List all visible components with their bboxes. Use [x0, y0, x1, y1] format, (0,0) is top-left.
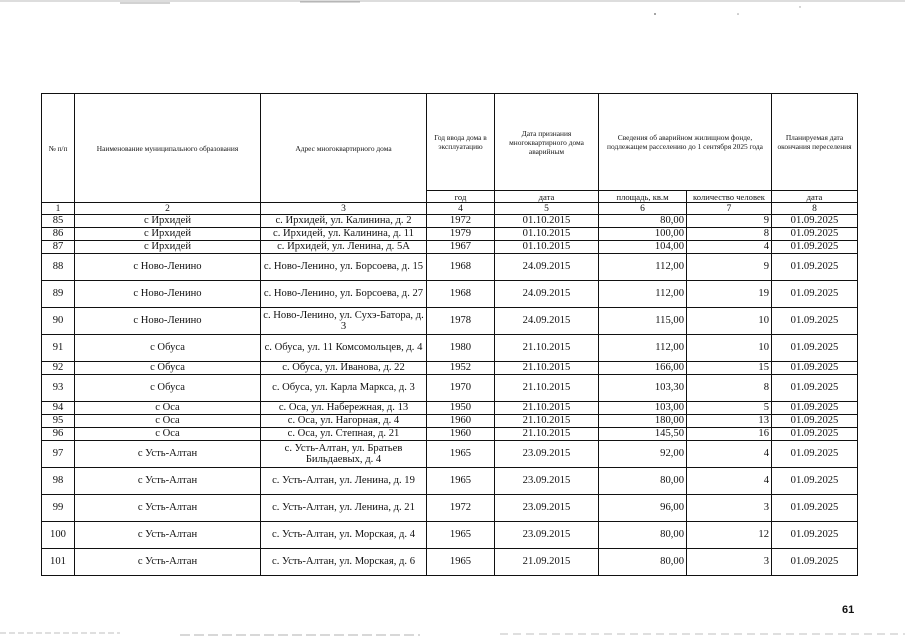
- column-number: 7: [687, 203, 772, 215]
- table-row: [42, 215, 858, 228]
- column-numbers-row: [42, 203, 858, 215]
- year-cell: 1972: [427, 215, 495, 228]
- area-cell: 112,00: [599, 254, 687, 281]
- row-index: 91: [42, 335, 75, 362]
- table-row: [42, 308, 858, 335]
- planned-end-cell: 01.09.2025: [772, 215, 858, 228]
- emergency-date-cell: 23.09.2015: [495, 468, 599, 495]
- area-cell: 115,00: [599, 308, 687, 335]
- area-cell: 104,00: [599, 241, 687, 254]
- unit-year: год: [427, 191, 495, 203]
- row-index: 94: [42, 402, 75, 415]
- page-number: 61: [842, 604, 855, 616]
- address-cell: с. Усть-Алтан, ул. Братьев Бильдаевых, д. 4: [261, 441, 427, 468]
- address-cell: с. Усть-Алтан, ул. Ленина, д. 21: [261, 495, 427, 522]
- address-cell: с. Ирхидей, ул. Калинина, д. 11: [261, 228, 427, 241]
- address-cell: с. Ирхидей, ул. Калинина, д. 2: [261, 215, 427, 228]
- scan-artifact-bottom: [0, 626, 905, 640]
- row-index: 88: [42, 254, 75, 281]
- planned-end-cell: 01.09.2025: [772, 362, 858, 375]
- row-index: 99: [42, 495, 75, 522]
- column-number: 6: [599, 203, 687, 215]
- people-cell: 4: [687, 241, 772, 254]
- table-row: [42, 549, 858, 576]
- area-cell: 112,00: [599, 281, 687, 308]
- row-index: 95: [42, 415, 75, 428]
- year-cell: 1950: [427, 402, 495, 415]
- area-cell: 103,30: [599, 375, 687, 402]
- year-cell: 1980: [427, 335, 495, 362]
- people-cell: 12: [687, 522, 772, 549]
- emergency-date-cell: 23.09.2015: [495, 441, 599, 468]
- people-cell: 4: [687, 468, 772, 495]
- people-cell: 8: [687, 375, 772, 402]
- area-cell: 103,00: [599, 402, 687, 415]
- emergency-date-cell: 21.10.2015: [495, 335, 599, 362]
- municipality-cell: с Оса: [75, 415, 261, 428]
- year-cell: 1965: [427, 441, 495, 468]
- row-index: 101: [42, 549, 75, 576]
- municipality-cell: с Ирхидей: [75, 215, 261, 228]
- municipality-cell: с Усть-Алтан: [75, 522, 261, 549]
- municipality-cell: с Ирхидей: [75, 228, 261, 241]
- people-cell: 19: [687, 281, 772, 308]
- municipality-cell: с Ново-Ленино: [75, 281, 261, 308]
- row-index: 96: [42, 428, 75, 441]
- emergency-date-cell: 23.09.2015: [495, 522, 599, 549]
- header-row: [42, 94, 858, 191]
- address-cell: с. Обуса, ул. 11 Комсомольцев, д. 4: [261, 335, 427, 362]
- table-row: [42, 228, 858, 241]
- address-cell: с. Ново-Ленино, ул. Сухэ-Батора, д. 3: [261, 308, 427, 335]
- table-row: [42, 335, 858, 362]
- address-cell: с. Оса, ул. Степная, д. 21: [261, 428, 427, 441]
- row-index: 89: [42, 281, 75, 308]
- column-number: 3: [261, 203, 427, 215]
- scan-artifact-top: [0, 0, 905, 22]
- year-cell: 1952: [427, 362, 495, 375]
- emergency-date-cell: 01.10.2015: [495, 241, 599, 254]
- area-cell: 80,00: [599, 468, 687, 495]
- year-cell: 1979: [427, 228, 495, 241]
- planned-end-cell: 01.09.2025: [772, 495, 858, 522]
- area-cell: 166,00: [599, 362, 687, 375]
- municipality-cell: с Ирхидей: [75, 241, 261, 254]
- unit-area: площадь, кв.м: [599, 191, 687, 203]
- people-cell: 3: [687, 549, 772, 576]
- header-planned-end: Планируемая дата окончания переселения: [772, 94, 858, 191]
- municipality-cell: с Ново-Ленино: [75, 308, 261, 335]
- area-cell: 92,00: [599, 441, 687, 468]
- row-index: 87: [42, 241, 75, 254]
- header-housing-info: Сведения об аварийном жилищном фонде, подлежащем расселению до 1 сентября 2025 года: [599, 94, 772, 191]
- municipality-cell: с Ново-Ленино: [75, 254, 261, 281]
- people-cell: 10: [687, 335, 772, 362]
- table-row: [42, 281, 858, 308]
- column-number: 4: [427, 203, 495, 215]
- planned-end-cell: 01.09.2025: [772, 441, 858, 468]
- emergency-date-cell: 21.10.2015: [495, 375, 599, 402]
- year-cell: 1968: [427, 254, 495, 281]
- header-address: Адрес многоквартирного дома: [261, 94, 427, 203]
- people-cell: 8: [687, 228, 772, 241]
- people-cell: 16: [687, 428, 772, 441]
- table-row: [42, 241, 858, 254]
- row-index: 92: [42, 362, 75, 375]
- table-row: [42, 441, 858, 468]
- row-index: 90: [42, 308, 75, 335]
- municipality-cell: с Обуса: [75, 335, 261, 362]
- address-cell: с. Усть-Алтан, ул. Ленина, д. 19: [261, 468, 427, 495]
- year-cell: 1967: [427, 241, 495, 254]
- planned-end-cell: 01.09.2025: [772, 375, 858, 402]
- planned-end-cell: 01.09.2025: [772, 468, 858, 495]
- address-cell: с. Усть-Алтан, ул. Морская, д. 4: [261, 522, 427, 549]
- table-row: [42, 468, 858, 495]
- emergency-date-cell: 21.10.2015: [495, 415, 599, 428]
- people-cell: 9: [687, 215, 772, 228]
- year-cell: 1960: [427, 428, 495, 441]
- emergency-date-cell: 21.09.2015: [495, 549, 599, 576]
- municipality-cell: с Усть-Алтан: [75, 468, 261, 495]
- row-index: 98: [42, 468, 75, 495]
- year-cell: 1965: [427, 468, 495, 495]
- planned-end-cell: 01.09.2025: [772, 281, 858, 308]
- planned-end-cell: 01.09.2025: [772, 415, 858, 428]
- year-cell: 1965: [427, 549, 495, 576]
- municipality-cell: с Усть-Алтан: [75, 549, 261, 576]
- people-cell: 13: [687, 415, 772, 428]
- planned-end-cell: 01.09.2025: [772, 335, 858, 362]
- column-number: 2: [75, 203, 261, 215]
- header-municipality: Наименование муниципального образования: [75, 94, 261, 203]
- planned-end-cell: 01.09.2025: [772, 402, 858, 415]
- column-number: 1: [42, 203, 75, 215]
- table-row: [42, 428, 858, 441]
- address-cell: с. Ново-Ленино, ул. Борсоева, д. 15: [261, 254, 427, 281]
- column-number: 8: [772, 203, 858, 215]
- year-cell: 1970: [427, 375, 495, 402]
- table-row: [42, 415, 858, 428]
- people-cell: 4: [687, 441, 772, 468]
- municipality-cell: с Усть-Алтан: [75, 495, 261, 522]
- header-index: № п/п: [42, 94, 75, 203]
- year-cell: 1978: [427, 308, 495, 335]
- year-cell: 1965: [427, 522, 495, 549]
- row-index: 97: [42, 441, 75, 468]
- emergency-date-cell: 21.10.2015: [495, 362, 599, 375]
- emergency-date-cell: 21.10.2015: [495, 428, 599, 441]
- emergency-date-cell: 24.09.2015: [495, 254, 599, 281]
- emergency-date-cell: 01.10.2015: [495, 228, 599, 241]
- table-row: [42, 375, 858, 402]
- row-index: 85: [42, 215, 75, 228]
- address-cell: с. Обуса, ул. Иванова, д. 22: [261, 362, 427, 375]
- people-cell: 15: [687, 362, 772, 375]
- year-cell: 1968: [427, 281, 495, 308]
- table-row: [42, 254, 858, 281]
- planned-end-cell: 01.09.2025: [772, 228, 858, 241]
- year-cell: 1960: [427, 415, 495, 428]
- table-body: [42, 215, 858, 576]
- municipality-cell: с Усть-Алтан: [75, 441, 261, 468]
- address-cell: с. Оса, ул. Нагорная, д. 4: [261, 415, 427, 428]
- area-cell: 100,00: [599, 228, 687, 241]
- people-cell: 5: [687, 402, 772, 415]
- area-cell: 80,00: [599, 522, 687, 549]
- unit-people: количество человек: [687, 191, 772, 203]
- planned-end-cell: 01.09.2025: [772, 522, 858, 549]
- emergency-date-cell: 23.09.2015: [495, 495, 599, 522]
- address-cell: с. Ново-Ленино, ул. Борсоева, д. 27: [261, 281, 427, 308]
- header-year: Год ввода дома в эксплуатацию: [427, 94, 495, 191]
- table-row: [42, 402, 858, 415]
- row-index: 93: [42, 375, 75, 402]
- emergency-date-cell: 01.10.2015: [495, 215, 599, 228]
- municipality-cell: с Обуса: [75, 375, 261, 402]
- table-row: [42, 522, 858, 549]
- municipality-cell: с Оса: [75, 402, 261, 415]
- resettlement-table: [41, 93, 858, 576]
- address-cell: с. Обуса, ул. Карла Маркса, д. 3: [261, 375, 427, 402]
- area-cell: 80,00: [599, 215, 687, 228]
- emergency-date-cell: 24.09.2015: [495, 308, 599, 335]
- year-cell: 1972: [427, 495, 495, 522]
- address-cell: с. Ирхидей, ул. Ленина, д. 5А: [261, 241, 427, 254]
- people-cell: 9: [687, 254, 772, 281]
- row-index: 100: [42, 522, 75, 549]
- people-cell: 10: [687, 308, 772, 335]
- people-cell: 3: [687, 495, 772, 522]
- area-cell: 112,00: [599, 335, 687, 362]
- table-row: [42, 495, 858, 522]
- municipality-cell: с Оса: [75, 428, 261, 441]
- row-index: 86: [42, 228, 75, 241]
- unit-date: дата: [495, 191, 599, 203]
- emergency-date-cell: 21.10.2015: [495, 402, 599, 415]
- municipality-cell: с Обуса: [75, 362, 261, 375]
- planned-end-cell: 01.09.2025: [772, 428, 858, 441]
- planned-end-cell: 01.09.2025: [772, 308, 858, 335]
- header-emergency-date: Дата признания многоквартирного дома аварийным: [495, 94, 599, 191]
- area-cell: 96,00: [599, 495, 687, 522]
- unit-end-date: дата: [772, 191, 858, 203]
- planned-end-cell: 01.09.2025: [772, 254, 858, 281]
- area-cell: 180,00: [599, 415, 687, 428]
- area-cell: 145,50: [599, 428, 687, 441]
- address-cell: с. Усть-Алтан, ул. Морская, д. 6: [261, 549, 427, 576]
- emergency-date-cell: 24.09.2015: [495, 281, 599, 308]
- planned-end-cell: 01.09.2025: [772, 549, 858, 576]
- column-number: 5: [495, 203, 599, 215]
- resettlement-table-wrapper: [41, 93, 857, 576]
- planned-end-cell: 01.09.2025: [772, 241, 858, 254]
- table-row: [42, 362, 858, 375]
- area-cell: 80,00: [599, 549, 687, 576]
- address-cell: с. Оса, ул. Набережная, д. 13: [261, 402, 427, 415]
